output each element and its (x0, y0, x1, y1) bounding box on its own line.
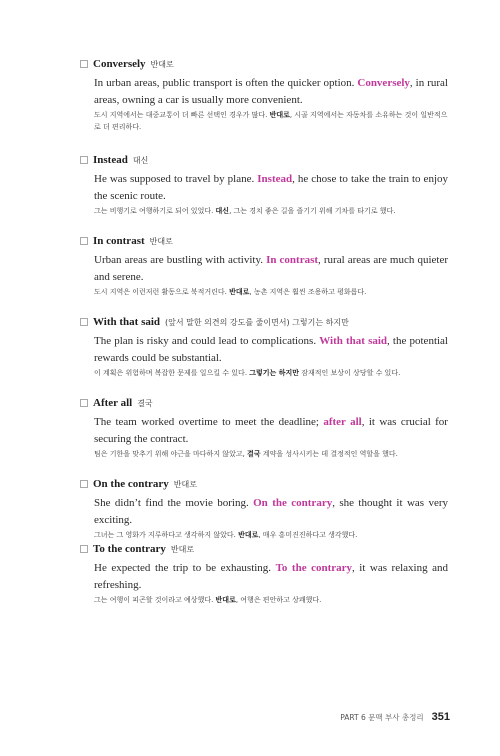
highlighted-adverb: On the contrary (253, 497, 333, 509)
checkbox-icon[interactable] (80, 545, 88, 553)
entry-heading (80, 476, 448, 492)
entry-after-all (80, 395, 448, 460)
korean-translation (94, 367, 448, 379)
sentence-text: , it was relaxing and refreshing. (94, 562, 448, 591)
example-sentence (94, 171, 448, 205)
page-footer (340, 711, 450, 723)
translation-keyword: 그렇기는 하지만 (249, 369, 300, 377)
sentence-text: Urban areas are bustling with activity. (94, 254, 267, 266)
korean-translation (94, 109, 448, 133)
entry-term: With that said (93, 316, 161, 328)
entry-instead (80, 152, 448, 217)
example-sentence (94, 495, 448, 529)
entry-on-the-contrary (80, 476, 448, 541)
sentence-text: He was supposed to travel by plane. (94, 173, 258, 185)
entry-meaning: 반대로 (173, 479, 197, 489)
sentence-text: , she thought it was very exciting. (94, 497, 449, 526)
entry-heading (80, 56, 448, 72)
checkbox-icon[interactable] (80, 60, 88, 68)
section-title: PART 6 문맥 부사 총정리 (340, 713, 424, 722)
entry-term: On the contrary (93, 478, 169, 490)
sentence-text: , rural areas are much quieter and serene. (94, 254, 448, 283)
translation-keyword: 반대로 (269, 111, 290, 119)
entry-term: Instead (93, 154, 128, 166)
translation-text: 그녀는 그 영화가 지루하다고 생각하지 않았다. (94, 531, 239, 539)
entry-in-contrast (80, 233, 448, 298)
translation-text: 잠재적인 보상이 상당할 수 있다. (299, 369, 401, 377)
entry-meaning: 반대로 (149, 236, 173, 246)
checkbox-icon[interactable] (80, 156, 88, 164)
highlighted-adverb: To the contrary (275, 562, 353, 574)
example-sentence (94, 75, 448, 109)
translation-text: , 여행은 편안하고 상쾌했다. (235, 596, 322, 604)
entry-heading (80, 233, 448, 249)
entry-heading (80, 395, 448, 411)
entry-heading (80, 314, 448, 330)
translation-text: , 매우 흥미진진하다고 생각했다. (258, 531, 358, 539)
entry-heading (80, 152, 448, 168)
sentence-text: In urban areas, public transport is often the quicker option. (94, 77, 358, 89)
highlighted-adverb: Conversely (357, 77, 410, 89)
sentence-text: The team worked overtime to meet the deadline; (94, 416, 324, 428)
translation-text: 팀은 기한을 맞추기 위해 야근을 마다하지 않았고, (94, 450, 248, 458)
translation-text: 계약을 성사시키는 데 결정적인 역할을 했다. (260, 450, 398, 458)
example-sentence (94, 333, 448, 367)
korean-translation (94, 286, 448, 298)
sentence-text: , the potential rewards could be substantial. (94, 335, 448, 364)
entry-to-the-contrary (80, 541, 448, 606)
page-number: 351 (431, 711, 450, 723)
entry-term: In contrast (93, 235, 145, 247)
highlighted-adverb: Instead (257, 173, 293, 185)
entry-meaning: 대신 (132, 155, 149, 165)
translation-keyword: 반대로 (215, 596, 236, 604)
korean-translation (94, 205, 448, 217)
checkbox-icon[interactable] (80, 399, 88, 407)
translation-text: 도시 지역에서는 대중교통이 더 빠른 선택인 경우가 많다. (94, 111, 270, 119)
highlighted-adverb: In contrast (266, 254, 319, 266)
translation-keyword: 반대로 (238, 531, 259, 539)
entry-term: Conversely (93, 58, 146, 70)
example-sentence (94, 414, 448, 448)
sentence-text: , in rural areas, owning a car is usually more convenient. (94, 77, 448, 106)
translation-text: 도시 지역은 이런저런 활동으로 북적거린다. (94, 288, 230, 296)
entry-meaning: 반대로 (150, 59, 174, 69)
checkbox-icon[interactable] (80, 237, 88, 245)
sentence-text: The plan is risky and could lead to complications. (94, 335, 320, 347)
entry-term: After all (93, 397, 133, 409)
sentence-text: , he chose to take the train to enjoy the scenic route. (94, 173, 448, 202)
sentence-text: She didn’t find the movie boring. (94, 497, 254, 509)
entry-meaning: 반대로 (170, 544, 195, 554)
entry-conversely (80, 56, 448, 133)
highlighted-adverb: after all (323, 416, 362, 428)
translation-text: , 시골 지역에서는 자동차를 소유하는 것이 일반적으로 더 편리하다. (94, 111, 448, 131)
translation-keyword: 반대로 (229, 288, 250, 296)
entry-with-that-said (80, 314, 448, 379)
sentence-text: He expected the trip to be exhausting. (94, 562, 276, 574)
korean-translation (94, 448, 448, 460)
sentence-text: , it was crucial for securing the contract. (94, 416, 448, 445)
checkbox-icon[interactable] (80, 318, 88, 326)
highlighted-adverb: With that said (319, 335, 388, 347)
translation-text: , 그는 경치 좋은 길을 즐기기 위해 기차를 타기로 했다. (229, 207, 396, 215)
translation-keyword: 결국 (247, 450, 261, 458)
korean-translation (94, 594, 448, 606)
translation-text: , 농촌 지역은 훨씬 조용하고 평화롭다. (249, 288, 367, 296)
translation-keyword: 대신 (215, 207, 230, 215)
translation-text: 그는 비행기로 여행하기로 되어 있었다. (94, 207, 216, 215)
example-sentence (94, 252, 448, 286)
translation-text: 이 계획은 위험하며 복잡한 문제를 일으킬 수 있다. (94, 369, 250, 377)
example-sentence (94, 560, 448, 594)
entry-meaning: 결국 (137, 398, 153, 408)
entry-term: To the contrary (93, 543, 166, 555)
entry-meaning: (앞서 말한 의견의 강도를 줄이면서) 그렇기는 하지만 (165, 317, 349, 327)
entry-heading (80, 541, 448, 557)
translation-text: 그는 여행이 피곤할 것이라고 예상했다. (94, 596, 216, 604)
korean-translation (94, 529, 448, 541)
checkbox-icon[interactable] (80, 480, 88, 488)
